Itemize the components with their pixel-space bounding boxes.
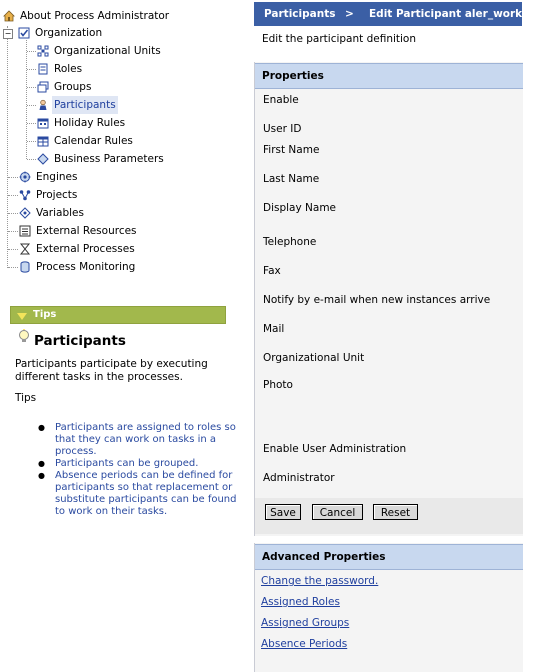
assigned-groups-link[interactable]: Assigned Groups [261, 617, 350, 629]
field-label-mail: Mail [263, 323, 285, 335]
reset-button[interactable]: Reset [373, 504, 418, 520]
tree-item-external-processes[interactable] [19, 240, 137, 258]
breadcrumb-link-participants[interactable]: Participants [264, 8, 336, 20]
field-label-notify: Notify by e-mail when new instances arrive [263, 294, 491, 306]
assigned-roles-link[interactable]: Assigned Roles [261, 596, 340, 608]
process-monitoring-icon [19, 261, 31, 273]
calendar-rules-icon [37, 135, 49, 147]
tree-item-label: Organizational Units [54, 45, 161, 57]
lightbulb-icon [18, 329, 30, 348]
tips-bar[interactable] [10, 306, 226, 324]
advanced-properties [254, 543, 523, 672]
tree-item-holiday-rules[interactable] [37, 114, 127, 132]
tree-item-process-monitoring[interactable] [19, 258, 137, 276]
breadcrumb-current: Edit Participant aler_workflow [369, 8, 547, 20]
change-password-link[interactable]: Change the password. [261, 575, 379, 587]
tips-list [38, 422, 238, 518]
advanced-properties-header [255, 544, 523, 570]
variables-icon [19, 207, 31, 219]
tree-item-roles[interactable] [37, 60, 84, 78]
tree-item-about[interactable] [3, 7, 171, 25]
field-label-organizational-unit: Organizational Unit [263, 352, 365, 364]
tree-item-label: Engines [36, 171, 78, 183]
tips-description: Participants participate by executing different tasks in the processes. [15, 358, 208, 383]
navigation-pane [0, 0, 235, 672]
field-label-first-name: First Name [263, 144, 320, 156]
tips-list-item: ● Absence periods can be defined for participants so that replacement or substitute participants can be found to work on their tasks. [38, 470, 238, 518]
tree-item-variables[interactable] [19, 204, 86, 222]
tree-item-groups[interactable] [37, 78, 93, 96]
tree-item-label: About Process Administrator [20, 10, 170, 22]
tree-item-organization[interactable] [18, 24, 104, 42]
projects-icon [19, 189, 31, 201]
tips-bar-label: Tips [33, 309, 57, 320]
tree-item-label: Process Monitoring [36, 261, 136, 273]
field-label-administrator: Administrator [263, 472, 335, 484]
tree-item-label: Participants [52, 96, 118, 114]
absence-periods-link[interactable]: Absence Periods [261, 638, 348, 650]
tree-item-label: Holiday Rules [54, 117, 126, 129]
tips-title: Participants [34, 333, 126, 349]
chevron-down-icon [17, 311, 27, 327]
field-label-user-id: User ID [263, 123, 302, 135]
tree-item-organizational-units[interactable] [37, 42, 163, 60]
field-label-last-name: Last Name [263, 173, 320, 185]
content-pane [252, 0, 547, 672]
field-label-enable: Enable [263, 94, 299, 106]
tree-item-label: Calendar Rules [54, 135, 133, 147]
section-title: Properties [262, 70, 324, 82]
cancel-button[interactable]: Cancel [312, 504, 363, 520]
tree-item-projects[interactable] [19, 186, 79, 204]
save-button[interactable]: Save [265, 504, 301, 520]
home-icon [3, 10, 15, 22]
tree-item-label: Projects [36, 189, 78, 201]
properties-header [255, 63, 523, 89]
tree-item-business-parameters[interactable] [37, 150, 166, 168]
properties-form [254, 62, 523, 536]
tree-item-label: External Resources [36, 225, 137, 237]
collapse-toggle[interactable]: − [4, 29, 12, 38]
tips-subheading: Tips [15, 392, 37, 404]
holiday-rules-icon [37, 117, 49, 129]
roles-icon [37, 63, 49, 75]
org-units-icon [37, 45, 49, 57]
breadcrumb [254, 2, 547, 26]
tree-item-label: Roles [54, 63, 83, 75]
checkbox-icon [18, 27, 30, 39]
field-label-telephone: Telephone [263, 236, 317, 248]
external-resources-icon [19, 225, 31, 237]
tips-list-item: ● Participants are assigned to roles so that they can work on tasks in a process. [38, 422, 238, 458]
section-title: Advanced Properties [262, 551, 386, 563]
tree-item-engines[interactable] [19, 168, 79, 186]
tree-item-external-resources[interactable] [19, 222, 139, 240]
tree-item-label: Groups [54, 81, 92, 93]
breadcrumb-separator: > [345, 8, 354, 20]
page-subtitle: Edit the participant definition [262, 33, 417, 45]
field-label-fax: Fax [263, 265, 281, 277]
tree-item-calendar-rules[interactable] [37, 132, 135, 150]
tree-item-label: External Processes [36, 243, 135, 255]
tree-item-label: Variables [36, 207, 84, 219]
business-parameters-icon [37, 153, 49, 165]
tree-item-label: Organization [35, 27, 103, 39]
field-label-enable-user-administration: Enable User Administration [263, 443, 407, 455]
external-processes-icon [19, 243, 31, 255]
tree-item-label: Business Parameters [54, 153, 164, 165]
field-label-display-name: Display Name [263, 202, 337, 214]
engines-icon [19, 171, 31, 183]
form-buttons [255, 498, 523, 534]
field-label-photo: Photo [263, 379, 293, 391]
participant-icon [37, 99, 49, 111]
groups-icon [37, 81, 49, 93]
tree-item-participants[interactable] [37, 96, 118, 114]
tips-list-item: ● Participants can be grouped. [38, 458, 238, 470]
